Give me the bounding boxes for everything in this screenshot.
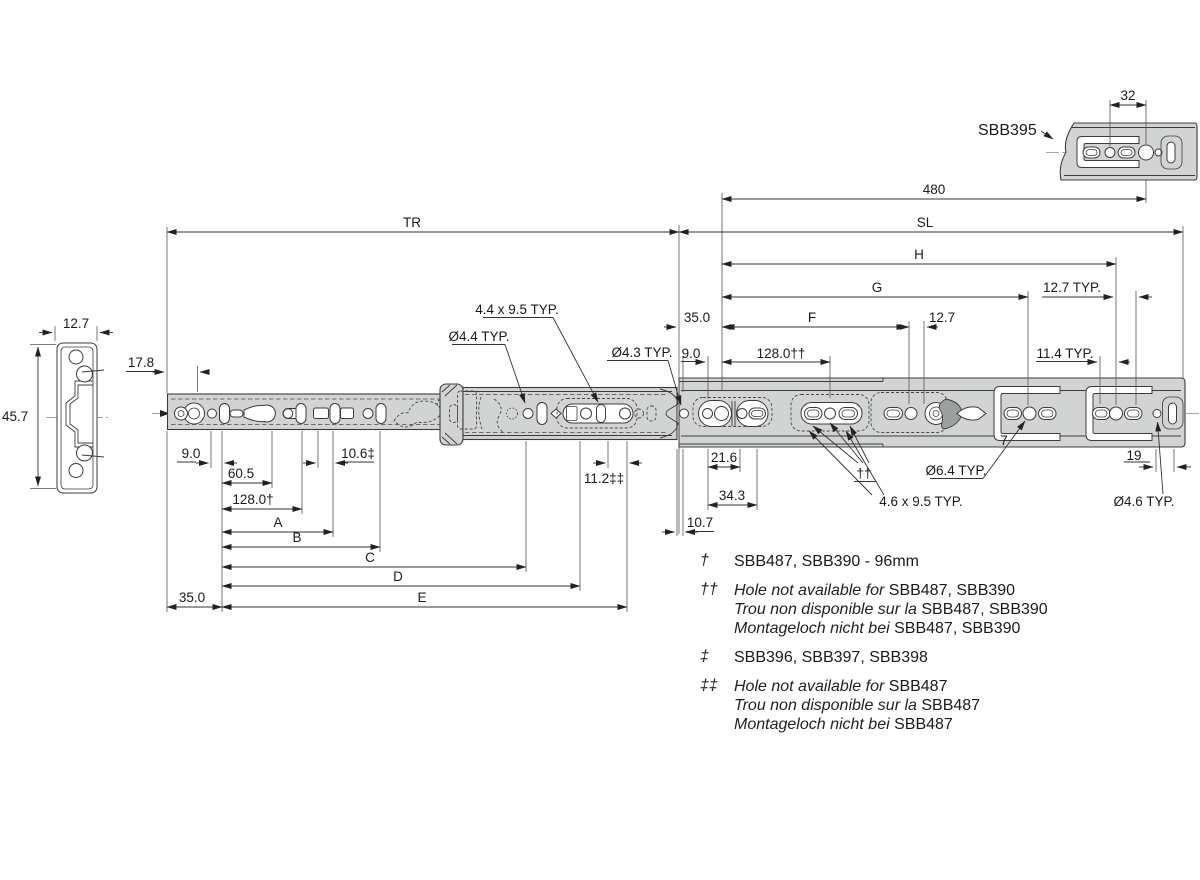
dim-19: 19 (1126, 448, 1142, 463)
label-slot-4-6x9-5: 4.6 x 9.5 TYP. (879, 494, 963, 509)
note-line: Montageloch nicht bei SBB487, SBB390 (734, 620, 1021, 637)
note-line: SBB396, SBB397, SBB398 (734, 649, 928, 666)
dim-128-left: 128.0† (232, 492, 274, 507)
ball-bearing (77, 366, 93, 382)
dim-12-7: 12.7 (928, 310, 956, 325)
top-dimensions (167, 161, 1183, 534)
note-group (700, 648, 1190, 667)
label-dia-4-6: Ø4.6 TYP. (1113, 494, 1175, 509)
dim-9-right: 9.0 (681, 346, 701, 361)
main-assembly-view (152, 161, 1199, 612)
dim-B: B (292, 530, 302, 545)
ball-bearing (77, 445, 93, 461)
note-symbol: ‡‡ (700, 677, 718, 694)
dim-H: H (914, 247, 924, 262)
dim-11-2: 11.2‡‡ (583, 471, 625, 486)
detail-view-sbb395 (978, 88, 1199, 180)
drawer-member (679, 378, 1185, 447)
dim-10-7: 10.7 (686, 515, 714, 530)
dim-D: D (393, 569, 403, 584)
dim-F: F (807, 310, 817, 325)
footnotes (700, 552, 1190, 744)
intermediate-member (440, 384, 678, 445)
ball-bearing (69, 464, 83, 478)
note-group (700, 581, 1190, 638)
note-group (700, 552, 1190, 571)
label-dia-4-3: Ø4.3 TYP. (611, 345, 673, 360)
note-symbol: † (700, 552, 709, 569)
detail-part-number: SBB395 (978, 122, 1037, 139)
dim-35-left: 35.0 (178, 590, 206, 605)
dim-offset-17-8: 17.8 (127, 355, 155, 370)
dim-60-5: 60.5 (227, 466, 255, 481)
label-dia-4-4: Ø4.4 TYP. (448, 329, 510, 344)
note-line: Hole not available for SBB487, SBB390 (734, 582, 1016, 599)
note-line: Trou non disponible sur la SBB487, SBB390 (734, 601, 1048, 618)
dim-cross-width: 12.7 (62, 316, 90, 331)
note-line: Hole not available for SBB487 (734, 678, 948, 695)
dim-G: G (871, 280, 883, 295)
dim-35-right: 35.0 (683, 310, 711, 325)
dim-21-6: 21.6 (710, 450, 738, 465)
note-symbol: †† (700, 581, 718, 598)
label-double-dagger-holes: †† (856, 466, 872, 481)
note-group (700, 677, 1190, 734)
ball-bearing (69, 350, 83, 364)
dim-11-4-typ: 11.4 TYP. (1036, 346, 1094, 361)
note-symbol: ‡ (700, 648, 709, 665)
dim-E: E (417, 590, 427, 605)
label-dia-6-4: Ø6.4 TYP. (925, 463, 987, 478)
label-slot-4-4x9-5: 4.4 x 9.5 TYP. (475, 302, 559, 317)
dim-9-left: 9.0 (181, 446, 201, 461)
label-7: 7 (1000, 433, 1008, 448)
dim-480: 480 (922, 182, 946, 197)
dim-cross-height: 45.7 (2, 409, 29, 424)
dim-SL: SL (916, 215, 934, 230)
note-line: SBB487, SBB390 - 96mm (734, 553, 919, 570)
cabinet-member (168, 394, 455, 430)
dim-32: 32 (1120, 88, 1136, 103)
note-line: Montageloch nicht bei SBB487 (734, 716, 953, 733)
dim-10-6: 10.6‡ (341, 446, 375, 461)
dim-128-right: 128.0†† (756, 346, 806, 361)
dim-A: A (273, 515, 283, 530)
note-line: Trou non disponible sur la SBB487 (734, 697, 981, 714)
dim-C: C (365, 550, 375, 565)
dim-34-3: 34.3 (718, 488, 746, 503)
dim-12-7-typ: 12.7 TYP. (1042, 280, 1102, 295)
dim-TR: TR (403, 215, 421, 230)
